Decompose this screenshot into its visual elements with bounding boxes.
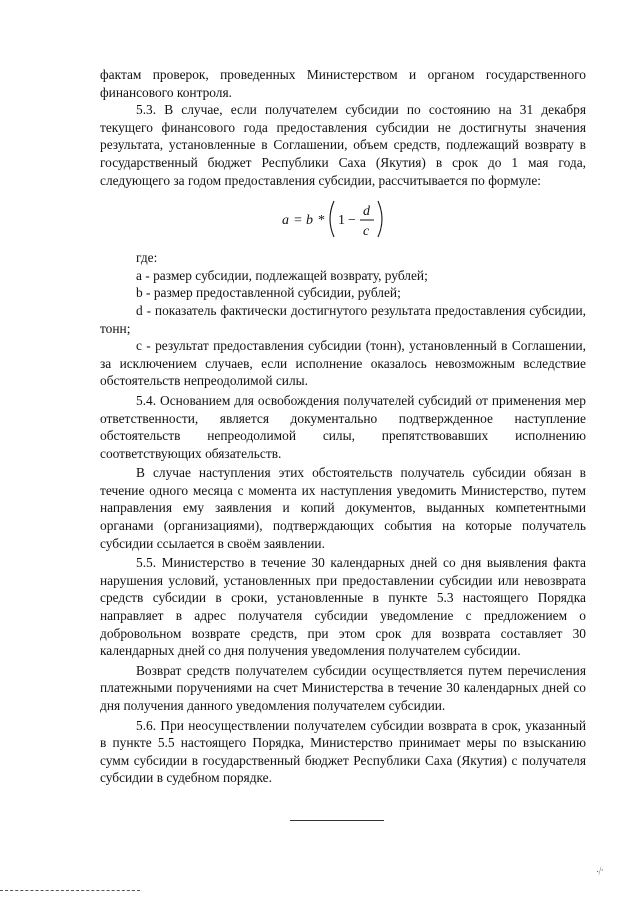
paragraph-5-6: 5.6. При неосуществлении получателем субсидии возврата в срок, указанный в пункте 5.5 настоящего Порядка, Министерство принимает меры по взысканию сумм субсидии в государственный бюджет Республики Саха (Якутия) с получателя субсидии в судебном порядке.: [100, 717, 586, 786]
left-paren: [330, 201, 334, 237]
end-of-text-rule: [290, 820, 384, 821]
formula: [100, 189, 586, 249]
definition-c: c - результат предоставления субсидии (тонн), установленный в Соглашении, за исключением случаев, если исполнение оказалось невозможным вследствие обстоятельств непреодолимой силы.: [100, 338, 586, 389]
formula-times: *: [318, 213, 325, 229]
formula-one: 1: [338, 213, 345, 229]
definition-b: b - размер предоставленной субсидии, рублей;: [136, 285, 401, 301]
paragraph-5-3: 5.3. В случае, если получателем субсидии по состоянию на 31 декабря текущего финансового года предоставления субсидии не достигнуты значения результата, установленные в Соглашении, объем средств, подлежащий возврату в государственный бюджет Республики Саха (Якутия) в срок до 1 мая года, следующего за годом предоставления субсидии, рассчитывается по формуле:: [100, 102, 586, 188]
paragraph-5-4: 5.4. Основанием для освобождения получателей субсидий от применения мер ответственности, является документально подтвержденное наступление обстоятельств непреодолимой силы, препятствовавших исполнению соответствующих обязательств.: [100, 392, 586, 461]
paragraph-5-5-continued: Возврат средств получателем субсидии осуществляется путем перечисления платежными поручениями на счет Министерства в течение 30 календарных дней со дня получения данного уведомления получателем субсидии.: [100, 662, 586, 713]
formula-minus: −: [348, 213, 356, 229]
footer-rule: [0, 890, 140, 891]
right-paren: [378, 201, 382, 237]
formula-equals: =: [294, 213, 302, 229]
formula-lhs: a: [282, 213, 289, 229]
document-body: [100, 66, 586, 787]
scan-mark: ·⁄·: [594, 864, 606, 879]
formula-denominator: c: [363, 224, 370, 240]
paragraph-5-5: 5.5. Министерство в течение 30 календарных дней со дня выявления факта нарушения условий, установленных при предоставлении субсидии или невозврата средств субсидии в сроки, установленные в пункте 5.3 настоящего Порядка направляет в адрес получателя субсидии уведомление с предложением о добровольном возврате средств, при этом срок для возврата составляет 30 календарных дней со дня получения уведомления получателем субсидии.: [100, 555, 586, 659]
definition-a: a - размер субсидии, подлежащей возврату, рублей;: [136, 267, 428, 283]
paragraph-continuation: фактам проверок, проведенных Министерством и органом государственного финансового контроля.: [100, 67, 586, 100]
definition-d: d - показатель фактически достигнутого результата предоставления субсидии, тонн;: [100, 302, 586, 336]
formula-numerator: d: [363, 204, 370, 220]
where-label: где:: [136, 250, 158, 266]
formula-b: b: [306, 213, 313, 229]
formula-svg: [278, 191, 428, 247]
paragraph-5-4-continued: В случае наступления этих обстоятельств получатель субсидии обязан в течение одного месяца с момента их наступления уведомить Министерство, путем направления ему заявления и копий документов, выданных компетентными органами (организациями), подтверждающих события на которые получатель субсидии ссылается в своём заявлении.: [100, 465, 586, 551]
